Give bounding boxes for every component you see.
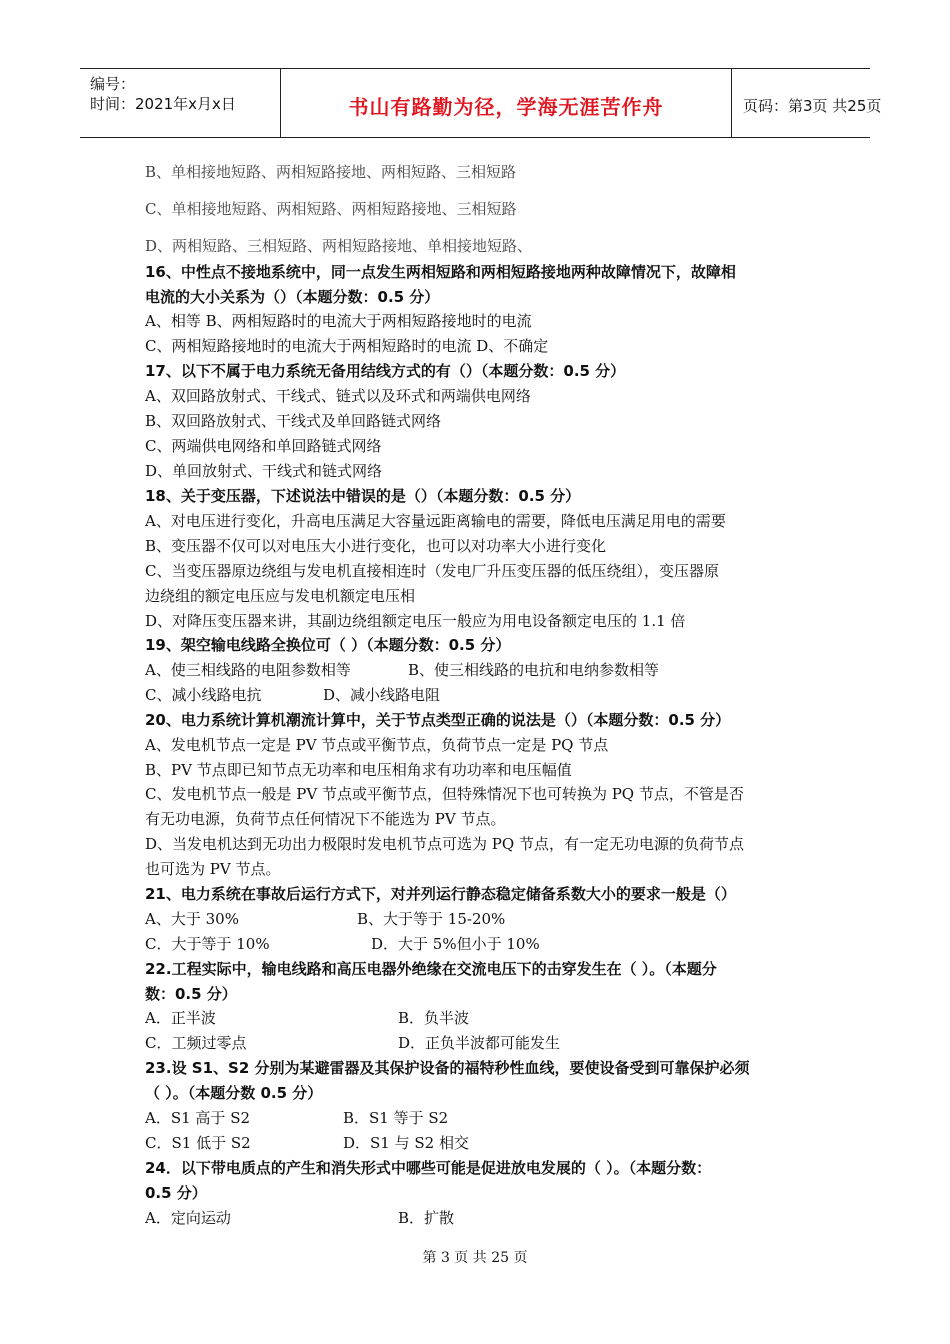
question-24-option-b: B．扩散 xyxy=(398,1209,455,1227)
question-19-option-a: A、使三相线路的电阻参数相等 xyxy=(145,661,351,679)
question-23-option-a: A．S1 高于 S2 xyxy=(145,1109,251,1127)
question-19-option-d: D、减小线路电阻 xyxy=(323,686,441,704)
question-24-stem: 24．以下带电质点的产生和消失形式中哪些可能是促进放电发展的（ ）。（本题分数： xyxy=(145,1159,712,1177)
question-20-option-d: D、当发电机达到无功出力极限时发电机节点可选为 PQ 节点，有一定无功电源的负荷节点 xyxy=(145,835,744,853)
question-18-option-a: A、对电压进行变化，升高电压满足大容量远距离输电的需要，降低电压满足用电的需要 xyxy=(145,512,726,530)
question-16-stem-cont: 电流的大小关系为（）（本题分数：0.5 分） xyxy=(145,288,440,306)
question-18-option-c-cont: 边绕组的额定电压应与发电机额定电压相 xyxy=(145,587,416,605)
question-17-stem: 17、以下不属于电力系统无备用结线方式的有（）（本题分数：0.5 分） xyxy=(145,362,626,380)
question-22-option-b: B．负半波 xyxy=(398,1009,470,1027)
question-21-option-d: D．大于 5%但小于 10% xyxy=(371,935,540,953)
question-21-option-b: B、大于等于 15-20% xyxy=(357,910,506,928)
question-19-option-c: C、减小线路电抗 xyxy=(145,686,262,704)
prev-option-b: B、单相接地短路、两相短路接地、两相短路、三相短路 xyxy=(145,163,517,181)
question-17-option-a: A、双回路放射式、干线式、链式以及环式和两端供电网络 xyxy=(145,387,531,405)
doc-date-label: 时间：2021年x月x日 xyxy=(90,95,236,113)
question-23-stem-cont: （ ）。（本题分数 0.5 分） xyxy=(145,1084,323,1102)
question-23-option-d: D．S1 与 S2 相交 xyxy=(343,1134,469,1152)
question-23-option-b: B．S1 等于 S2 xyxy=(343,1109,449,1127)
question-24-option-a: A．定向运动 xyxy=(145,1209,231,1227)
page-header xyxy=(80,68,882,138)
question-19-option-b: B、使三相线路的电抗和电纳参数相等 xyxy=(408,661,660,679)
question-16-stem: 16、中性点不接地系统中，同一点发生两相短路和两相短路接地两种故障情况下，故障相 xyxy=(145,263,736,281)
question-18-option-c: C、当变压器原边绕组与发电机直接相连时（发电厂升压变压器的低压绕组），变压器原 xyxy=(145,562,719,580)
question-22-stem-cont: 数：0.5 分） xyxy=(145,985,237,1003)
header-info-cell xyxy=(80,69,280,137)
question-22-option-a: A．正半波 xyxy=(145,1009,216,1027)
question-21-option-a: A、大于 30% xyxy=(145,910,239,928)
question-16-options-1: A、相等 B、两相短路时的电流大于两相短路接地时的电流 xyxy=(145,312,532,330)
question-17-option-d: D、单回放射式、干线式和链式网络 xyxy=(145,462,383,480)
question-23-stem: 23.设 S1、S2 分别为某避雷器及其保护设备的福特秒性血线，要使设备受到可靠保护必须 xyxy=(145,1059,750,1077)
question-20-option-d-cont: 也可选为 PV 节点。 xyxy=(145,860,281,878)
question-16-options-2: C、两相短路接地时的电流大于两相短路时的电流 D、不确定 xyxy=(145,337,549,355)
question-20-option-a: A、发电机节点一定是 PV 节点或平衡节点，负荷节点一定是 PQ 节点 xyxy=(145,736,609,754)
header-page-cell xyxy=(731,69,882,137)
question-22-option-c: C．工频过零点 xyxy=(145,1034,247,1052)
question-19-stem: 19、架空输电线路全换位可（ ）（本题分数：0.5 分） xyxy=(145,636,511,654)
header-motto: 书山有路勤为径，学海无涯苦作舟 xyxy=(348,95,664,119)
question-20-option-c-cont: 有无功电源，负荷节点任何情况下不能选为 PV 节点。 xyxy=(145,810,506,828)
doc-number-label: 编号： xyxy=(90,75,136,93)
question-24-stem-cont: 0.5 分） xyxy=(145,1184,207,1202)
question-22-option-d: D．正负半波都可能发生 xyxy=(398,1034,561,1052)
question-20-option-b: B、PV 节点即已知节点无功率和电压相角求有功功率和电压幅值 xyxy=(145,761,572,779)
header-page-info: 页码：第3页 共25页 xyxy=(743,97,882,115)
question-21-option-c: C．大于等于 10% xyxy=(145,935,270,953)
question-17-option-c: C、两端供电网络和单回路链式网络 xyxy=(145,437,382,455)
header-motto-cell xyxy=(280,69,732,137)
question-20-option-c: C、发电机节点一般是 PV 节点或平衡节点，但特殊情况下也可转换为 PQ 节点，不管是否 xyxy=(145,785,744,803)
question-17-option-b: B、双回路放射式、干线式及单回路链式网络 xyxy=(145,412,442,430)
page-footer: 第 3 页 共 25 页 xyxy=(422,1250,528,1266)
prev-option-d: D、两相短路、三相短路、两相短路接地、单相接地短路、 xyxy=(145,237,533,255)
question-18-option-d: D、对降压变压器来讲，其副边绕组额定电压一般应为用电设备额定电压的 1.1 倍 xyxy=(145,612,686,630)
question-18-stem: 18、关于变压器，下述说法中错误的是（）（本题分数：0.5 分） xyxy=(145,487,581,505)
question-22-stem: 22.工程实际中，输电线路和高压电器外绝缘在交流电压下的击穿发生在（ ）。（本题分 xyxy=(145,960,717,978)
question-20-stem: 20、电力系统计算机潮流计算中，关于节点类型正确的说法是（）（本题分数：0.5 分） xyxy=(145,711,731,729)
question-21-stem: 21、电力系统在事故后运行方式下，对并列运行静态稳定储备系数大小的要求一般是（） xyxy=(145,885,736,903)
prev-option-c: C、单相接地短路、两相短路、两相短路接地、三相短路 xyxy=(145,200,517,218)
question-18-option-b: B、变压器不仅可以对电压大小进行变化，也可以对功率大小进行变化 xyxy=(145,537,607,555)
question-23-option-c: C．S1 低于 S2 xyxy=(145,1134,251,1152)
